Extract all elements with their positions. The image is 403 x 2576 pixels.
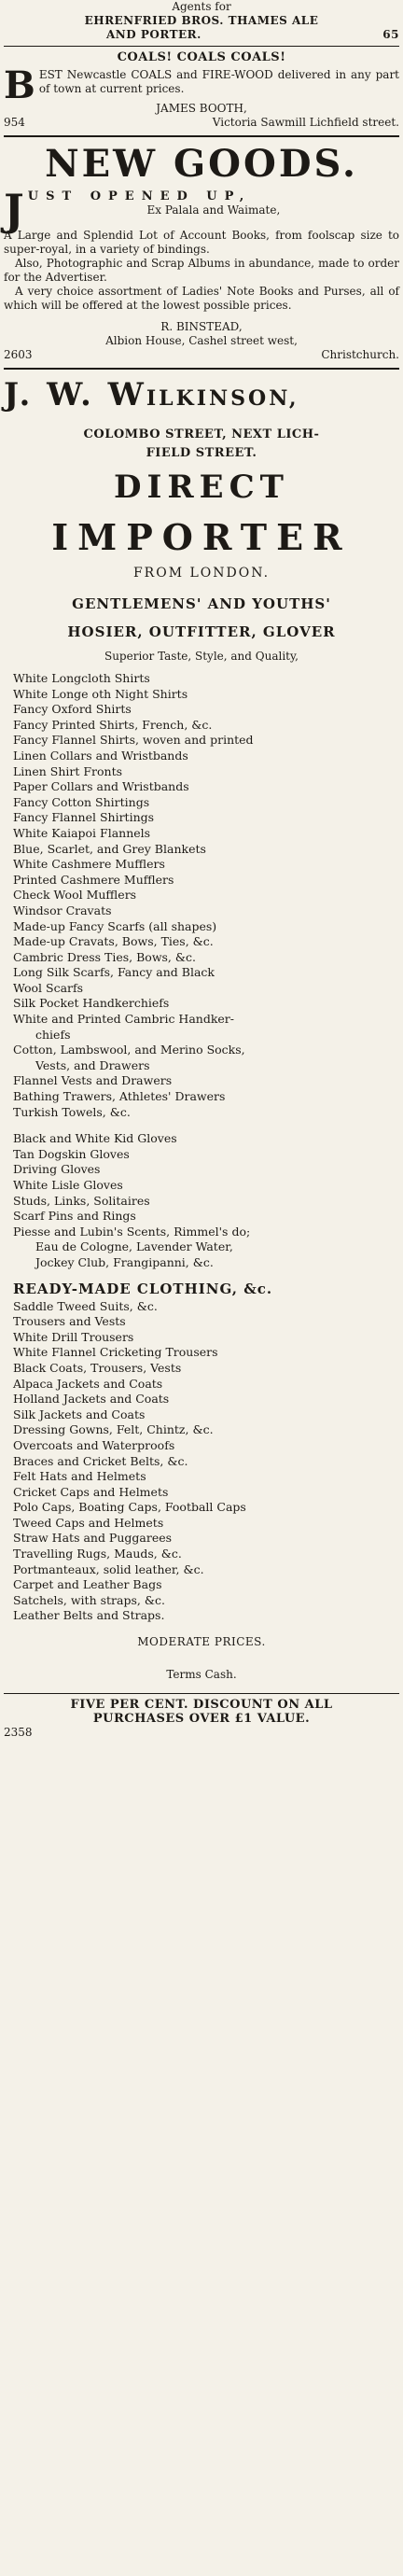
list-item: Made-up Cravats, Bows, Ties, &c.: [13, 934, 214, 949]
list-item: Linen Collars and Wristbands: [13, 748, 188, 763]
wilkinson-from: FROM LONDON.: [132, 566, 271, 581]
list-item: Cricket Caps and Helmets: [13, 1484, 169, 1499]
list-item: Cotton, Lambswool, and Merino Socks,: [13, 1043, 245, 1057]
hosiery-list: [4, 671, 399, 1120]
list-item: White Cashmere Mufflers: [13, 857, 165, 872]
list-item: White Drill Trousers: [13, 1329, 134, 1344]
wilkinson-terms: Terms Cash.: [166, 1668, 237, 1682]
newgoods-p1: A Large and Splendid Lot of Account Books, from foolscap size to super-royal, in a variety of bindings.: [4, 229, 399, 256]
list-item: Dressing Gowns, Felt, Chintz, &c.: [13, 1422, 214, 1437]
wilkinson-name-small: ILKINSON,: [146, 386, 299, 411]
newgoods-dropcap: J: [4, 185, 24, 235]
list-item: Fancy Flannel Shirts, woven and printed: [13, 733, 254, 748]
list-item: White Flannel Cricketing Trousers: [13, 1345, 218, 1360]
coals-address-row: [4, 116, 399, 130]
agents-line3-row: [4, 28, 399, 42]
newgoods-advert: [4, 143, 399, 362]
wilkinson-tagline: Superior Taste, Style, and Quality,: [104, 650, 299, 663]
list-item: Piesse and Lubin's Scents, Rimmel's do;: [13, 1224, 251, 1239]
wilkinson-prices: MODERATE PRICES.: [137, 1635, 266, 1649]
newgoods-title: NEW GOODS.: [45, 142, 358, 186]
coals-name: JAMES BOOTH,: [156, 102, 247, 115]
agents-line1: Agents for: [172, 0, 231, 13]
list-item: Bathing Trawers, Athletes' Drawers: [13, 1089, 226, 1104]
coals-dropcap: B: [4, 63, 35, 107]
coals-address: Victoria Sawmill Lichfield street.: [212, 116, 399, 129]
newgoods-lead: [4, 185, 399, 235]
coals-ref: 954: [4, 116, 25, 129]
list-item: Portmanteaux, solid leather, &c.: [13, 1561, 204, 1576]
list-item: Fancy Flannel Shirtings: [13, 810, 155, 825]
coals-body: [4, 63, 399, 107]
list-item: Holland Jackets and Coats: [13, 1392, 170, 1407]
list-item: Fancy Printed Shirts, French, &c.: [13, 717, 213, 732]
newgoods-lead-text: UST OPENED UP,: [27, 189, 252, 203]
list-item: Black and White Kid Gloves: [13, 1131, 177, 1146]
list-item: Fancy Oxford Shirts: [13, 702, 132, 717]
list-item: Flannel Vests and Drawers: [13, 1073, 173, 1088]
spacer: [4, 1120, 399, 1131]
wilkinson-advert: [4, 375, 399, 1740]
wilkinson-name: [4, 375, 399, 418]
spacer: [4, 1271, 399, 1279]
list-item: Driving Gloves: [13, 1162, 101, 1177]
list-item: Scarf Pins and Rings: [13, 1209, 136, 1224]
newgoods-name: R. BINSTEAD,: [160, 320, 243, 333]
newgoods-p3: A very choice assortment of Ladies' Note Books and Purses, all of which will be offered at the lowest possible prices.: [4, 285, 399, 312]
list-item: Polo Caps, Boating Caps, Football Caps: [13, 1500, 246, 1515]
list-item: Leather Belts and Straps.: [13, 1608, 165, 1623]
list-item: Fancy Cotton Shirtings: [13, 794, 150, 809]
wilkinson-discount2: PURCHASES OVER £1 VALUE.: [92, 1712, 311, 1727]
list-item: Wool Scarfs: [13, 980, 84, 995]
divider: [4, 135, 399, 137]
list-item: Alpaca Jackets and Coats: [13, 1376, 163, 1391]
list-item: Travelling Rugs, Mauds, &c.: [13, 1547, 182, 1561]
wilkinson-heading1: GENTLEMENS' AND YOUTHS': [72, 595, 331, 612]
list-item: Saddle Tweed Suits, &c.: [13, 1298, 158, 1313]
list-item: Windsor Cravats: [13, 903, 112, 917]
list-item: Blue, Scarlet, and Grey Blankets: [13, 841, 206, 856]
list-item: Paper Collars and Wristbands: [13, 779, 189, 794]
wilkinson-street2: FIELD STREET.: [146, 446, 257, 460]
coals-advert: [4, 50, 399, 130]
list-item: Felt Hats and Helmets: [13, 1469, 146, 1484]
readymade-title: READY-MADE CLOTHING, &c.: [13, 1280, 273, 1297]
list-item: Eau de Cologne, Lavender Water,: [35, 1239, 233, 1254]
gloves-list: [4, 1131, 399, 1270]
list-item: Silk Pocket Handkerchiefs: [13, 996, 170, 1011]
agents-ref: 65: [382, 28, 399, 41]
wilkinson-importer: IMPORTER: [51, 516, 352, 558]
newgoods-address: Albion House, Cashel street west,: [105, 334, 298, 347]
newgoods-p2: Also, Photographic and Scrap Albums in abundance, made to order for the Advertiser.: [4, 257, 399, 284]
wilkinson-direct: DIRECT: [114, 469, 289, 506]
list-item: Studs, Links, Solitaires: [13, 1193, 150, 1208]
readymade-list: [4, 1299, 399, 1624]
list-item: Cambric Dress Ties, Bows, &c.: [13, 949, 196, 964]
newgoods-ref: 2603: [4, 348, 33, 361]
list-item: Made-up Fancy Scarfs (all shapes): [13, 918, 217, 933]
coals-body-text: EST Newcastle COALS and FIRE-WOOD delivered in any part of town at current prices.: [38, 68, 399, 95]
list-item: White and Printed Cambric Handker-: [13, 1012, 234, 1027]
list-item: Turkish Towels, &c.: [13, 1104, 131, 1119]
list-item: chiefs: [35, 1027, 71, 1042]
list-item: Trousers and Vests: [13, 1314, 126, 1329]
list-item: Silk Jackets and Coats: [13, 1407, 146, 1421]
agents-advert: [4, 0, 399, 42]
wilkinson-discount1: FIVE PER CENT. DISCOUNT ON ALL: [70, 1698, 333, 1713]
list-item: Braces and Cricket Belts, &c.: [13, 1453, 188, 1468]
wilkinson-name-big: J. W. W: [4, 376, 146, 413]
divider: [4, 368, 399, 370]
list-item: Printed Cashmere Mufflers: [13, 872, 174, 887]
wilkinson-heading2: HOSIER, OUTFITTER, GLOVER: [67, 623, 336, 640]
agents-line2: EHRENFRIED BROS. THAMES ALE: [84, 14, 319, 27]
list-item: Black Coats, Trousers, Vests: [13, 1360, 182, 1375]
list-item: Tweed Caps and Helmets: [13, 1515, 164, 1530]
list-item: Jockey Club, Frangipanni, &c.: [35, 1254, 214, 1269]
wilkinson-street1: COLOMBO STREET, NEXT LICH-: [83, 427, 320, 441]
list-item: White Longe oth Night Shirts: [13, 686, 188, 701]
newgoods-city: Christchurch.: [321, 348, 399, 361]
list-item: White Kaiapoi Flannels: [13, 825, 151, 840]
list-item: Linen Shirt Fronts: [13, 763, 123, 778]
list-item: White Longcloth Shirts: [13, 671, 150, 685]
agents-line3: AND PORTER.: [106, 28, 202, 41]
list-item: Straw Hats and Puggarees: [13, 1531, 173, 1546]
wilkinson-ref: 2358: [4, 1726, 33, 1740]
list-item: Long Silk Scarfs, Fancy and Black: [13, 965, 215, 980]
divider: [4, 1693, 399, 1694]
list-item: Satchels, with straps, &c.: [13, 1592, 165, 1607]
divider: [4, 46, 399, 47]
list-item: Carpet and Leather Bags: [13, 1577, 162, 1592]
newgoods-city-row: [4, 348, 399, 362]
coals-title: COALS! COALS COALS!: [117, 50, 286, 64]
list-item: Vests, and Drawers: [35, 1057, 150, 1072]
spacer: [4, 582, 399, 594]
list-item: Tan Dogskin Gloves: [13, 1146, 130, 1161]
list-item: Check Wool Mufflers: [13, 888, 137, 903]
list-item: White Lisle Gloves: [13, 1178, 123, 1192]
newgoods-from: Ex Palala and Waimate,: [146, 203, 281, 217]
list-item: Overcoats and Waterproofs: [13, 1437, 175, 1452]
